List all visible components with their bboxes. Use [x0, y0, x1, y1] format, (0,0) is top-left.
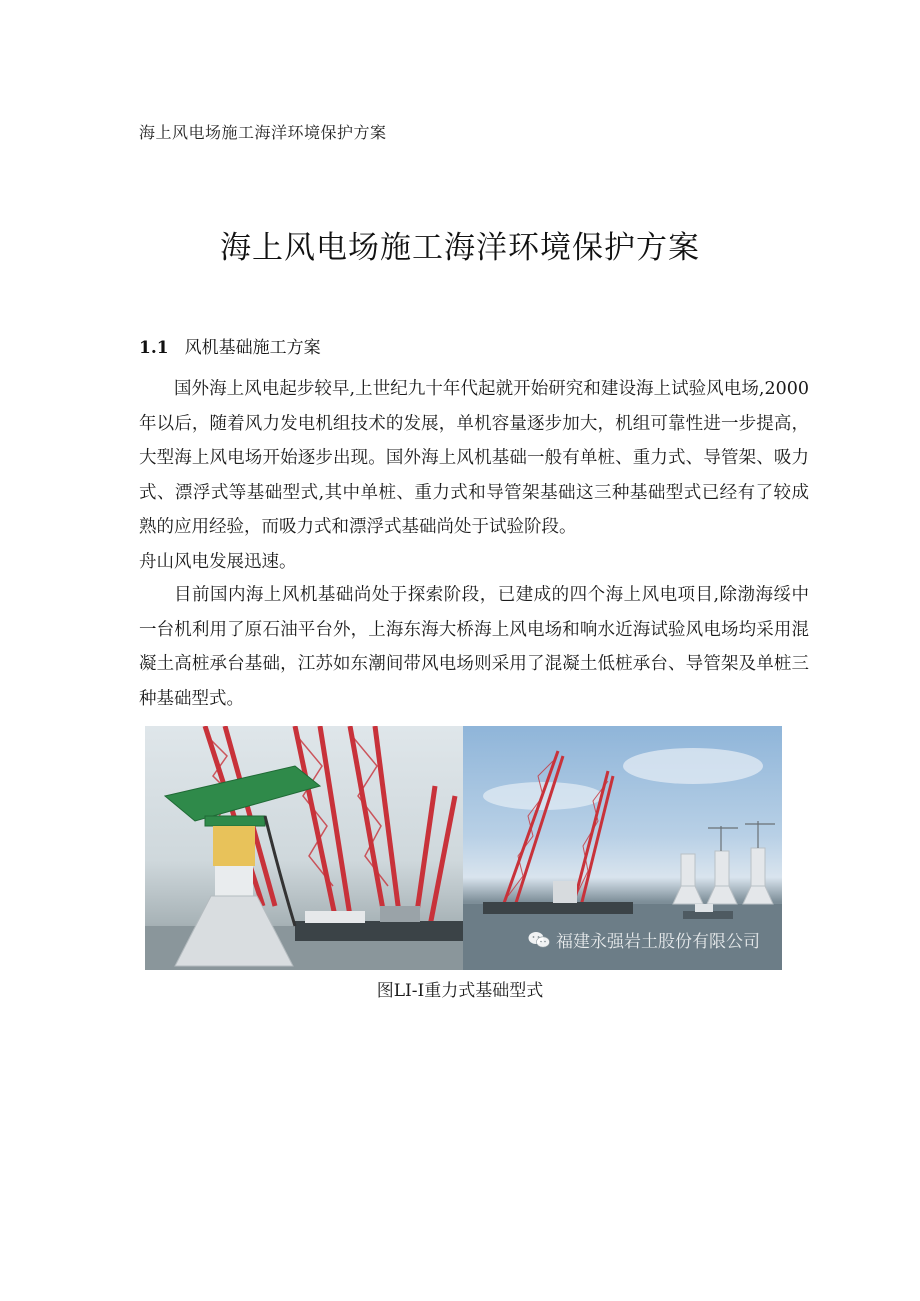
paragraph-1-text: 国外海上风电起步较早,上世纪九十年代起就开始研究和建设海上试验风电场,2000年以后，随着风力发电机组技术的发展，单机容量逐步加大，机组可靠性进一步提高，大型海上风电场开始逐步出现。国外海上风机基础一般有单桩、重力式、导管架、吸力式、漂浮式等基础型式,其中单桩、重力式和导管架基础这三种基础型式已经有了较成熟的应用经验，而吸力式和漂浮式基础尚处于试验阶段。: [139, 379, 809, 537]
running-header: 海上风电场施工海洋环境保护方案: [139, 123, 387, 142]
section-number: 1.1: [139, 338, 169, 358]
foundation-lift-illustration: [145, 726, 463, 970]
figure-gravity-foundation: [145, 726, 782, 970]
paragraph-2-text: 目前国内海上风机基础尚处于探索阶段，已建成的四个海上风电项目,除渤海绥中一台机利用了原石油平台外，上海东海大桥海上风电场和响水近海试验风电场均采用混凝土高桩承台基础，江苏如东潮间带风电场则采用了混凝土低桩承台、导管架及单桩三种基础型式。: [139, 585, 809, 709]
figure-caption: 图LI-I重力式基础型式: [376, 981, 544, 1001]
paragraph-1-extra: 舟山风电发展迅速。: [139, 551, 297, 572]
photo-foundation-lift: [145, 726, 463, 970]
document-title: 海上风电场施工海洋环境保护方案: [220, 230, 700, 266]
watermark-text: 福建永强岩土股份有限公司: [556, 932, 760, 952]
section-heading: [139, 333, 321, 358]
section-title: 风机基础施工方案: [184, 338, 321, 358]
paragraph-2: [139, 578, 809, 716]
figure-watermark: [528, 927, 760, 952]
paragraph-1: [139, 372, 809, 579]
wechat-icon: [528, 931, 550, 949]
